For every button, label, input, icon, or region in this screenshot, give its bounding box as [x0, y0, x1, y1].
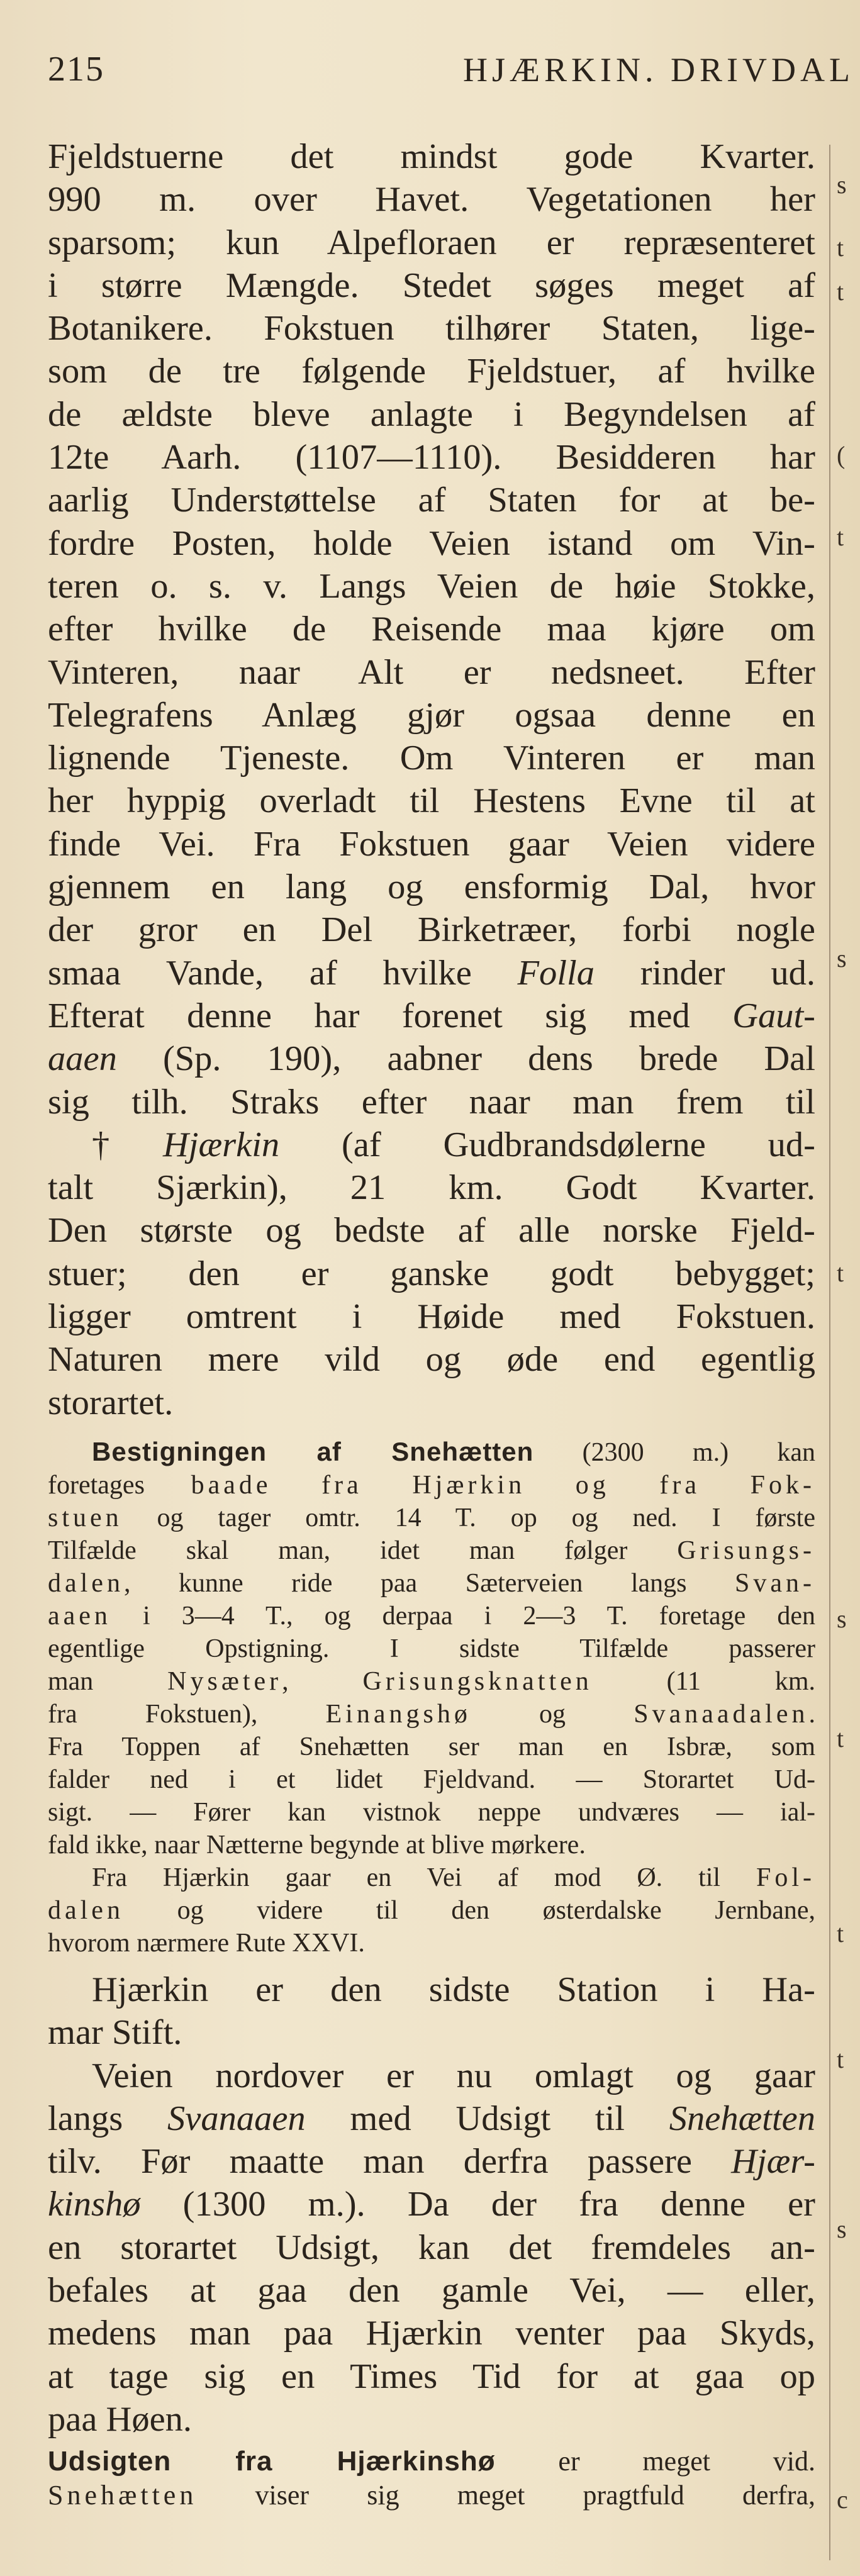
text-line: Den største og bedste af alle norske Fjeld- [48, 1211, 815, 1251]
text-line [48, 1436, 815, 1469]
text-run: tilv. Før maatte man derfra passere [48, 2142, 732, 2182]
text-line [48, 1469, 815, 1502]
text-line [48, 2097, 815, 2140]
text-line: ligger omtrent i Høide med Fokstuen. [48, 1297, 815, 1337]
second-paragraph [48, 1968, 815, 2441]
margin-fragment: t [837, 1724, 844, 1753]
text-line [48, 1698, 815, 1731]
margin-fragment: t [837, 1919, 844, 1948]
place-name-italic: aaen [48, 1039, 117, 1079]
text-run: (11 km. [592, 1666, 816, 1696]
text-line: her hyppig overladt til Hestens Evne til at [48, 781, 815, 821]
text-line: falder ned i et lidet Fjeldvand. — Storartet Ud- [48, 1765, 815, 1794]
margin-fragment: t [837, 1259, 844, 1287]
text-line: Naturen mere vild og øde end egentlig [48, 1340, 815, 1380]
margin-fragment: s [837, 2215, 847, 2243]
text-line [48, 2183, 815, 2226]
place-name-italic: Hjær- [731, 2142, 815, 2182]
running-head: HJÆRKIN. DRIVDAL [463, 51, 854, 89]
spaced-text: Fol- [756, 1863, 815, 1892]
text-line: sig tilh. Straks efter naar man frem til [48, 1082, 815, 1122]
text-run: (2300 m.) kan [533, 1437, 815, 1467]
text-line [48, 1665, 815, 1698]
text-run: i 3—4 T., og derpaa i 2—3 T. foretage den [111, 1601, 815, 1631]
tail-paragraph [48, 2445, 815, 2512]
text-run: og videre til den østerdalske Jernbane, [123, 1895, 815, 1925]
margin-fragment: s [837, 1605, 847, 1633]
text-line: der gror en Del Birketræer, forbi nogle [48, 910, 815, 950]
text-line [48, 1534, 815, 1567]
adjacent-column-fragments [837, 0, 860, 2576]
margin-fragment: t [837, 2045, 844, 2073]
text-line [48, 1600, 815, 1632]
text-line [48, 1037, 815, 1080]
text-line [48, 1567, 815, 1600]
text-line: Hjærkin er den sidste Station i Ha- [92, 1970, 815, 2009]
spaced-text: Einangshø [325, 1699, 471, 1729]
text-line [48, 1124, 815, 1166]
text-run: viser sig meget pragtfuld derfra, [197, 2480, 815, 2511]
text-line: egentlige Opstigning. I sidste Tilfælde passerer [48, 1634, 815, 1663]
column-rule [829, 145, 830, 2560]
place-name-italic: kinshø [48, 2185, 141, 2224]
margin-fragment: s [837, 170, 847, 199]
text-run: Tilfælde skal man, idet man følger [48, 1536, 678, 1565]
page-header [48, 44, 859, 107]
margin-fragment: t [837, 277, 844, 306]
text-line: de ældste bleve anlagte i Begyndelsen af [48, 394, 815, 434]
text-run: , [282, 1666, 363, 1696]
text-line: Telegrafens Anlæg gjør ogsaa denne en [48, 695, 815, 735]
text-line: Veien nordover er nu omlagt og gaar [92, 2056, 815, 2095]
text-line: en storartet Udsigt, kan det fremdeles an- [48, 2228, 815, 2267]
place-name-italic: Folla [517, 953, 595, 993]
text-run: , kunne ride paa Sæterveien langs [123, 1568, 735, 1598]
text-run: rinder ud. [594, 953, 815, 993]
text-line: i større Mængde. Stedet søges meget af [48, 265, 815, 305]
text-run: man [48, 1666, 168, 1696]
margin-fragment: c [837, 2485, 848, 2514]
place-name-italic: Snehætten [669, 2099, 815, 2138]
text-run: og tager omtr. 14 T. op og ned. I første [122, 1503, 815, 1532]
text-run: er meget vid. [495, 2446, 815, 2477]
text-line: gjennem en lang og ensformig Dal, hvor [48, 867, 815, 907]
section-heading: Bestigningen af Snehætten [92, 1436, 534, 1466]
text-run: og [471, 1699, 634, 1729]
text-line: paa Høen. [48, 2399, 193, 2439]
text-run: (Sp. 190), aabner dens brede Dal [116, 1039, 815, 1079]
text-line: storartet. [48, 1383, 174, 1422]
text-line [48, 1861, 815, 1894]
spaced-text: Grisungsknatten [362, 1666, 593, 1696]
text-run: langs [48, 2099, 168, 2138]
spaced-text: stuen [48, 1503, 123, 1532]
spaced-text: dalen [48, 1895, 124, 1925]
place-name-italic: Gaut- [732, 996, 815, 1035]
spaced-text: Snehætten [48, 2480, 198, 2511]
small-print-paragraph [48, 1436, 815, 1960]
text-line: sigt. — Fører kan vistnok neppe undværes — ial- [48, 1797, 815, 1827]
main-paragraph [48, 135, 815, 1424]
text-line: 990 m. over Havet. Vegetationen her [48, 180, 815, 220]
page-number: 215 [48, 50, 104, 89]
margin-fragment: t [837, 523, 844, 551]
text-line: Botanikere. Fokstuen tilhører Staten, lige- [48, 309, 815, 348]
spaced-text: dalen [48, 1568, 124, 1598]
text-line [48, 1502, 815, 1534]
text-line [48, 2445, 815, 2478]
text-run: smaa Vande, af hvilke [48, 953, 518, 993]
spaced-text: Nysæter [167, 1666, 282, 1696]
text-line: Fra Toppen af Snehætten ser man en Isbræ, som [48, 1732, 815, 1761]
text-line: hvorom nærmere Rute XXVI. [48, 1928, 365, 1958]
text-run: Fra Hjærkin gaar en Vei af mod Ø. til [92, 1863, 756, 1892]
text-line: stuer; den er ganske godt bebygget; [48, 1254, 815, 1293]
dagger-mark: † [92, 1125, 163, 1164]
text-run: . [808, 1699, 815, 1729]
text-line: at tage sig en Times Tid for at gaa op [48, 2356, 815, 2396]
section-heading: Udsigten fra Hjærkinshø [48, 2446, 496, 2477]
spaced-text: baade fra Hjærkin og fra Fok- [191, 1470, 815, 1500]
text-line: fald ikke, naar Nætterne begynde at blive mørkere. [48, 1830, 586, 1860]
spaced-text: Svan- [735, 1568, 815, 1598]
text-line [48, 952, 815, 995]
text-line: sparsom; kun Alpefloraen er repræsenteret [48, 223, 815, 262]
text-line: efter hvilke de Reisende maa kjøre om [48, 610, 815, 649]
margin-fragment: s [837, 944, 847, 973]
place-name-italic: Svanaaen [167, 2099, 306, 2138]
text-line [48, 1894, 815, 1927]
text-line: som de tre følgende Fjeldstuer, af hvilke [48, 352, 815, 391]
text-line [48, 995, 815, 1037]
text-run: (af Gudbrandsdølerne ud- [279, 1125, 816, 1164]
margin-fragment: t [837, 233, 844, 262]
text-run: fra Fokstuen), [48, 1699, 326, 1729]
text-line: finde Vei. Fra Fokstuen gaar Veien videre [48, 824, 815, 864]
text-line: talt Sjærkin), 21 km. Godt Kvarter. [48, 1168, 815, 1208]
text-line: medens man paa Hjærkin venter paa Skyds, [48, 2314, 815, 2353]
spaced-text: Grisungs- [677, 1536, 815, 1565]
spaced-text: aaen [48, 1601, 111, 1631]
text-column [48, 135, 815, 2512]
text-run: Efterat denne har forenet sig med [48, 996, 733, 1035]
text-line: 12te Aarh. (1107—1110). Besidderen har [48, 438, 815, 477]
text-line: teren o. s. v. Langs Veien de høie Stokke, [48, 566, 815, 606]
text-line: mar Stift. [48, 2013, 182, 2053]
text-line: befales at gaa den gamle Vei, — eller, [48, 2270, 815, 2310]
margin-fragment: ( [837, 441, 846, 469]
text-line: aarlig Understøttelse af Staten for at be- [48, 481, 815, 520]
text-line [48, 2478, 815, 2512]
text-line: Vinteren, naar Alt er nedsneet. Efter [48, 652, 815, 692]
spaced-text: Svanaadalen [634, 1699, 809, 1729]
text-run: med Udsigt til [305, 2099, 669, 2138]
text-line: lignende Tjeneste. Om Vinteren er man [48, 739, 815, 778]
place-name-italic: Hjærkin [162, 1125, 280, 1164]
text-line [48, 2140, 815, 2183]
text-run: foretages [48, 1470, 191, 1500]
text-run: (1300 m.). Da der fra denne er [140, 2185, 815, 2224]
text-line: Fjeldstuerne det mindst gode Kvarter. [48, 137, 815, 176]
text-line: fordre Posten, holde Veien istand om Vin- [48, 523, 815, 563]
